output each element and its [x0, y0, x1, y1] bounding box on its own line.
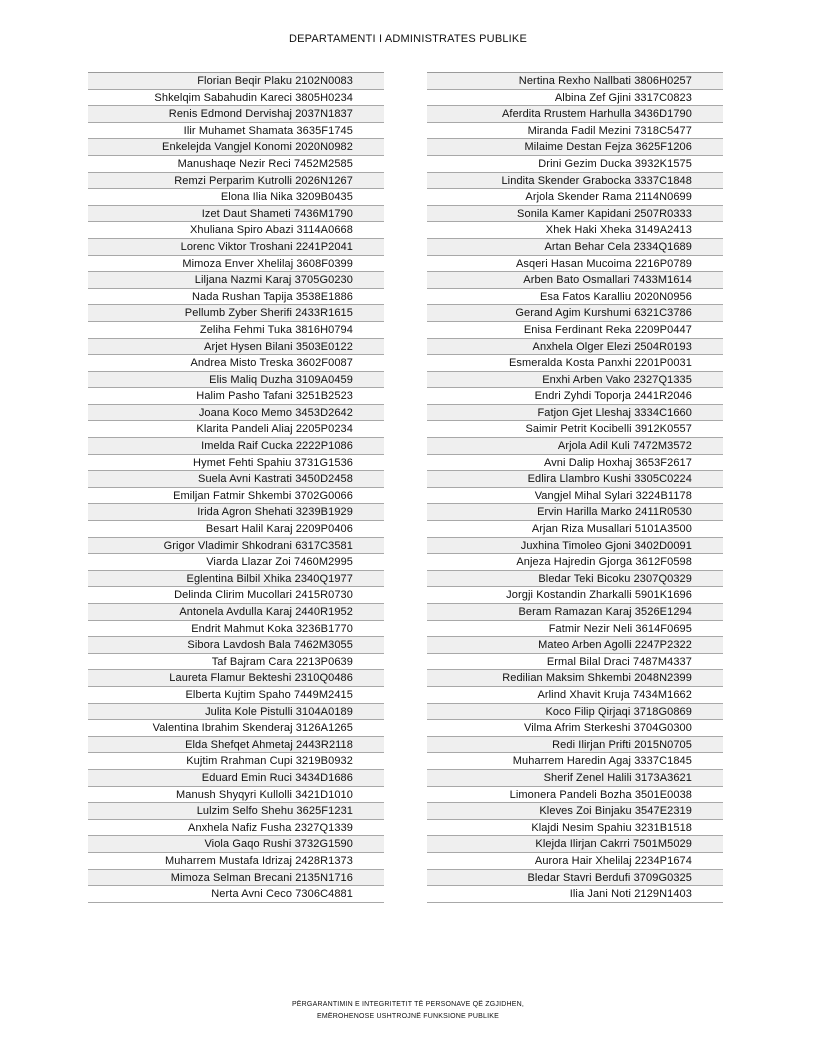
list-item: Koco Filip Qirjaqi 3718G0869: [427, 704, 723, 721]
list-item: Julita Kole Pistulli 3104A0189: [88, 704, 384, 721]
list-item: Liljana Nazmi Karaj 3705G0230: [88, 272, 384, 289]
list-item: Imelda Raif Cucka 2222P1086: [88, 438, 384, 455]
list-item: Arlind Xhavit Kruja 7434M1662: [427, 687, 723, 704]
list-item: Asqeri Hasan Mucoima 2216P0789: [427, 256, 723, 273]
list-item: Lindita Skender Grabocka 3337C1848: [427, 173, 723, 190]
list-item: Valentina Ibrahim Skenderaj 3126A1265: [88, 720, 384, 737]
list-item: Vilma Afrim Sterkeshi 3704G0300: [427, 720, 723, 737]
list-item: Redi Ilirjan Prifti 2015N0705: [427, 737, 723, 754]
list-item: Elda Shefqet Ahmetaj 2443R2118: [88, 737, 384, 754]
list-item: Bledar Teki Bicoku 2307Q0329: [427, 571, 723, 588]
list-item: Pellumb Zyber Sherifi 2433R1615: [88, 305, 384, 322]
list-item: Remzi Perparim Kutrolli 2026N1267: [88, 173, 384, 190]
page-title: DEPARTAMENTI I ADMINISTRATES PUBLIKE: [288, 33, 528, 45]
list-item: Besart Halil Karaj 2209P0406: [88, 521, 384, 538]
footer-line-2: EMËROHENOSE USHTROJNË FUNKSIONE PUBLIKE: [316, 1013, 500, 1020]
list-item: Ilia Jani Noti 2129N1403: [427, 886, 723, 903]
list-item: Zeliha Fehmi Tuka 3816H0794: [88, 322, 384, 339]
list-item: Mimoza Enver Xhelilaj 3608F0399: [88, 256, 384, 273]
list-item: Klajdi Nesim Spahiu 3231B1518: [427, 820, 723, 837]
list-item: Saimir Petrit Kocibelli 3912K0557: [427, 421, 723, 438]
list-item: Gerand Agim Kurshumi 6321C3786: [427, 305, 723, 322]
list-item: Albina Zef Gjini 3317C0823: [427, 90, 723, 107]
list-item: Ermal Bilal Draci 7487M4337: [427, 654, 723, 671]
list-item: Juxhina Timoleo Gjoni 3402D0091: [427, 538, 723, 555]
list-item: Arben Bato Osmallari 7433M1614: [427, 272, 723, 289]
left-name-list: [88, 72, 384, 903]
list-item: Drini Gezim Ducka 3932K1575: [427, 156, 723, 173]
list-item: Arjan Riza Musallari 5101A3500: [427, 521, 723, 538]
list-item: Esa Fatos Karalliu 2020N0956: [427, 289, 723, 306]
list-item: Aferdita Rrustem Harhulla 3436D1790: [427, 106, 723, 123]
list-item: Viola Gaqo Rushi 3732G1590: [88, 836, 384, 853]
list-item: Lorenc Viktor Troshani 2241P2041: [88, 239, 384, 256]
list-item: Klejda Ilirjan Cakrri 7501M5029: [427, 836, 723, 853]
list-item: Manush Shyqyri Kullolli 3421D1010: [88, 787, 384, 804]
list-item: Muharrem Haredin Agaj 3337C1845: [427, 753, 723, 770]
list-item: Muharrem Mustafa Idrizaj 2428R1373: [88, 853, 384, 870]
list-item: Enkelejda Vangjel Konomi 2020N0982: [88, 139, 384, 156]
list-item: Arjet Hysen Bilani 3503E0122: [88, 339, 384, 356]
list-item: Sherif Zenel Halili 3173A3621: [427, 770, 723, 787]
list-item: Fatmir Nezir Neli 3614F0695: [427, 621, 723, 638]
list-item: Aurora Hair Xhelilaj 2234P1674: [427, 853, 723, 870]
list-item: Ilir Muhamet Shamata 3635F1745: [88, 123, 384, 140]
list-item: Redilian Maksim Shkembi 2048N2399: [427, 670, 723, 687]
list-item: Nada Rushan Tapija 3538E1886: [88, 289, 384, 306]
list-item: Antonela Avdulla Karaj 2440R1952: [88, 604, 384, 621]
list-item: Edlira Llambro Kushi 3305C0224: [427, 471, 723, 488]
list-item: Renis Edmond Dervishaj 2037N1837: [88, 106, 384, 123]
list-item: Anxhela Nafiz Fusha 2327Q1339: [88, 820, 384, 837]
list-item: Vangjel Mihal Sylari 3224B1178: [427, 488, 723, 505]
list-item: Anxhela Olger Elezi 2504R0193: [427, 339, 723, 356]
list-item: Esmeralda Kosta Panxhi 2201P0031: [427, 355, 723, 372]
list-item: Avni Dalip Hoxhaj 3653F2617: [427, 455, 723, 472]
list-item: Emiljan Fatmir Shkembi 3702G0066: [88, 488, 384, 505]
list-item: Arjola Skender Rama 2114N0699: [427, 189, 723, 206]
list-item: Joana Koco Memo 3453D2642: [88, 405, 384, 422]
list-item: Beram Ramazan Karaj 3526E1294: [427, 604, 723, 621]
right-name-list: [427, 72, 723, 903]
list-item: Miranda Fadil Mezini 7318C5477: [427, 123, 723, 140]
list-item: Jorgji Kostandin Zharkalli 5901K1696: [427, 587, 723, 604]
list-item: Delinda Clirim Mucollari 2415R0730: [88, 587, 384, 604]
list-item: Fatjon Gjet Lleshaj 3334C1660: [427, 405, 723, 422]
list-item: Shkelqim Sabahudin Kareci 3805H0234: [88, 90, 384, 107]
list-item: Enisa Ferdinant Reka 2209P0447: [427, 322, 723, 339]
list-item: Izet Daut Shameti 7436M1790: [88, 206, 384, 223]
list-item: Anjeza Hajredin Gjorga 3612F0598: [427, 554, 723, 571]
list-item: Lulzim Selfo Shehu 3625F1231: [88, 803, 384, 820]
list-item: Viarda Llazar Zoi 7460M2995: [88, 554, 384, 571]
list-item: Eglentina Bilbil Xhika 2340Q1977: [88, 571, 384, 588]
list-item: Elona Ilia Nika 3209B0435: [88, 189, 384, 206]
list-item: Klarita Pandeli Aliaj 2205P0234: [88, 421, 384, 438]
list-item: Xhuliana Spiro Abazi 3114A0668: [88, 222, 384, 239]
list-item: Grigor Vladimir Shkodrani 6317C3581: [88, 538, 384, 555]
list-item: Endrit Mahmut Koka 3236B1770: [88, 621, 384, 638]
list-item: Endri Zyhdi Toporja 2441R2046: [427, 388, 723, 405]
list-item: Mateo Arben Agolli 2247P2322: [427, 637, 723, 654]
list-item: Sonila Kamer Kapidani 2507R0333: [427, 206, 723, 223]
footer: [0, 999, 816, 1023]
list-item: Milaime Destan Fejza 3625F1206: [427, 139, 723, 156]
list-item: Artan Behar Cela 2334Q1689: [427, 239, 723, 256]
list-item: Limonera Pandeli Bozha 3501E0038: [427, 787, 723, 804]
list-item: Florian Beqir Plaku 2102N0083: [88, 73, 384, 90]
list-item: Laureta Flamur Bekteshi 2310Q0486: [88, 670, 384, 687]
list-item: Bledar Stavri Berdufi 3709G0325: [427, 870, 723, 887]
list-item: Elberta Kujtim Spaho 7449M2415: [88, 687, 384, 704]
list-item: Mimoza Selman Brecani 2135N1716: [88, 870, 384, 887]
list-item: Eduard Emin Ruci 3434D1686: [88, 770, 384, 787]
footer-line-1: PËRGARANTIMIN E INTEGRITETIT TË PERSONAVE QË ZGJIDHEN,: [291, 1001, 525, 1008]
list-item: Kleves Zoi Binjaku 3547E2319: [427, 803, 723, 820]
list-item: Xhek Haki Xheka 3149A2413: [427, 222, 723, 239]
list-item: Ervin Harilla Marko 2411R0530: [427, 504, 723, 521]
list-item: Manushaqe Nezir Reci 7452M2585: [88, 156, 384, 173]
list-item: Hymet Fehti Spahiu 3731G1536: [88, 455, 384, 472]
list-item: Andrea Misto Treska 3602F0087: [88, 355, 384, 372]
list-item: Halim Pasho Tafani 3251B2523: [88, 388, 384, 405]
list-item: Arjola Adil Kuli 7472M3572: [427, 438, 723, 455]
list-item: Sibora Lavdosh Bala 7462M3055: [88, 637, 384, 654]
list-item: Enxhi Arben Vako 2327Q1335: [427, 372, 723, 389]
list-item: Nertina Rexho Nallbati 3806H0257: [427, 73, 723, 90]
list-item: Suela Avni Kastrati 3450D2458: [88, 471, 384, 488]
list-item: Kujtim Rrahman Cupi 3219B0932: [88, 753, 384, 770]
list-item: Taf Bajram Cara 2213P0639: [88, 654, 384, 671]
list-item: Irida Agron Shehati 3239B1929: [88, 504, 384, 521]
list-item: Elis Maliq Duzha 3109A0459: [88, 372, 384, 389]
list-item: Nerta Avni Ceco 7306C4881: [88, 886, 384, 903]
